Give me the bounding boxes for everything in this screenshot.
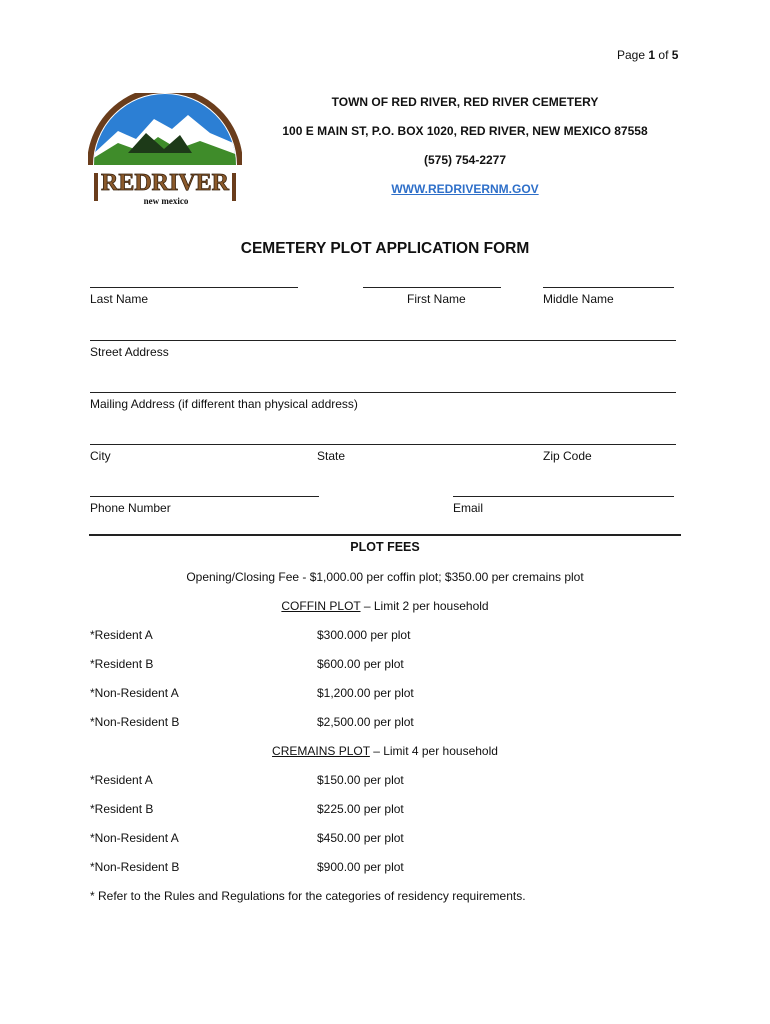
middle-name-label: Middle Name [543, 292, 614, 306]
logo-text: REDRIVER [100, 170, 230, 196]
state-label: State [317, 449, 346, 463]
city-state-zip-line[interactable] [90, 444, 676, 445]
red-river-logo [88, 93, 242, 209]
cremains-category: *Resident B [90, 802, 154, 816]
coffin-price: $300.000 per plot [317, 628, 411, 642]
coffin-price: $600.00 per plot [317, 657, 404, 671]
cremains-price: $225.00 per plot [317, 802, 404, 816]
mailing-address-label: Mailing Address (if different than physical address) [90, 397, 358, 411]
cremains-plot-title: CREMAINS PLOT [272, 744, 370, 758]
zip-label: Zip Code [543, 449, 592, 463]
form-title: CEMETERY PLOT APPLICATION FORM [240, 240, 530, 257]
coffin-category: *Non-Resident A [90, 686, 179, 700]
first-name-label: First Name [407, 292, 466, 306]
email-label: Email [453, 501, 484, 515]
phone-label: Phone Number [90, 501, 171, 515]
page-current: 1 [648, 48, 656, 62]
cremains-category: *Non-Resident B [90, 860, 180, 874]
cremains-price: $450.00 per plot [317, 831, 404, 845]
email-line[interactable] [453, 496, 674, 497]
header-address: 100 E MAIN ST, P.O. BOX 1020, RED RIVER, NEW MEXICO 87558 [282, 124, 648, 138]
mailing-address-line[interactable] [90, 392, 676, 393]
page-indicator [617, 48, 678, 62]
middle-name-line[interactable] [543, 287, 674, 288]
opening-closing-fee: Opening/Closing Fee - $1,000.00 per coffin plot; $350.00 per cremains plot [186, 570, 584, 584]
coffin-price: $2,500.00 per plot [317, 715, 414, 729]
page-total: 5 [671, 48, 679, 62]
last-name-line[interactable] [90, 287, 298, 288]
coffin-plot-heading [80, 599, 690, 613]
cremains-category: *Resident A [90, 773, 153, 787]
coffin-plot-limit: – Limit 2 per household [360, 599, 489, 613]
first-name-line[interactable] [363, 287, 501, 288]
city-label: City [90, 449, 111, 463]
coffin-category: *Non-Resident B [90, 715, 180, 729]
residency-footnote: * Refer to the Rules and Regulations for the categories of residency requirements. [90, 889, 526, 903]
street-address-line[interactable] [90, 340, 676, 341]
plot-fees-title: PLOT FEES [350, 540, 420, 554]
cremains-price: $900.00 per plot [317, 860, 404, 874]
coffin-plot-title: COFFIN PLOT [281, 599, 361, 613]
cremains-plot-heading [80, 744, 690, 758]
coffin-category: *Resident A [90, 628, 153, 642]
section-divider [89, 534, 681, 536]
website-link[interactable]: WWW.REDRIVERNM.GOV [391, 182, 539, 196]
street-address-label: Street Address [90, 345, 169, 359]
logo-subtext: new mexico [143, 196, 189, 206]
phone-line[interactable] [90, 496, 319, 497]
coffin-category: *Resident B [90, 657, 154, 671]
page-prefix: Page [617, 48, 646, 62]
header-phone: (575) 754-2277 [423, 153, 507, 167]
coffin-price: $1,200.00 per plot [317, 686, 414, 700]
page-of: of [658, 48, 669, 62]
cremains-price: $150.00 per plot [317, 773, 404, 787]
cremains-plot-limit: – Limit 4 per household [369, 744, 498, 758]
last-name-label: Last Name [90, 292, 149, 306]
cremains-category: *Non-Resident A [90, 831, 179, 845]
header-org: TOWN OF RED RIVER, RED RIVER CEMETERY [331, 95, 599, 109]
